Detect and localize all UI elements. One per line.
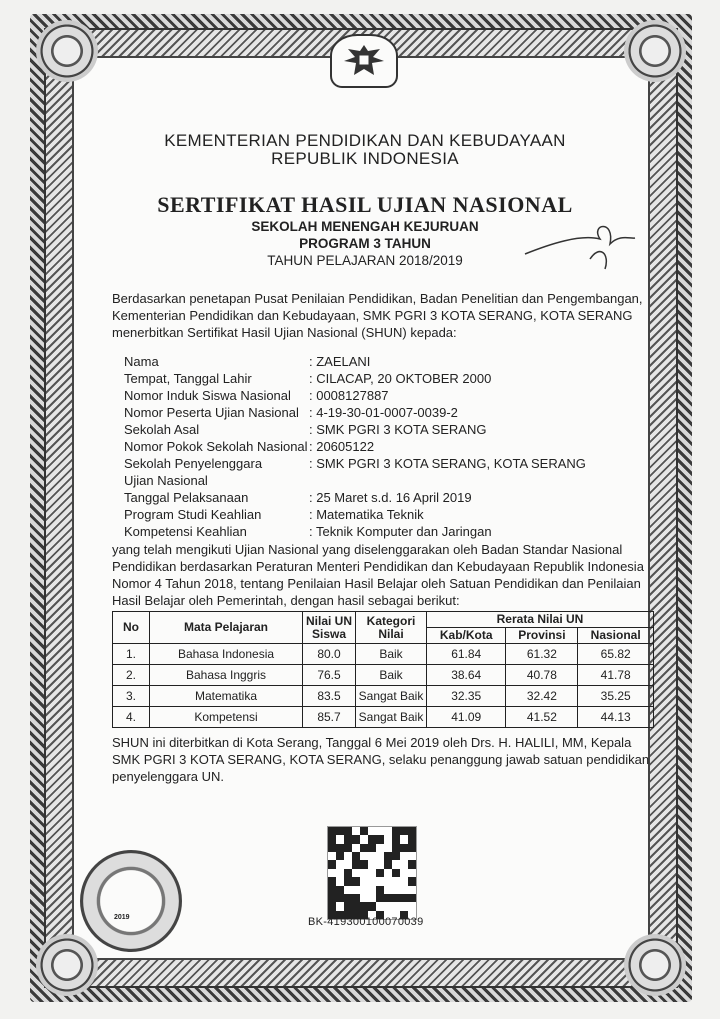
- corner-ornament-icon: [624, 20, 686, 82]
- school-level: SEKOLAH MENENGAH KEJURUAN: [251, 219, 479, 234]
- cell-subject: Kompetensi: [150, 707, 303, 728]
- issuance-statement: SHUN ini diterbitkan di Kota Serang, Tanggal 6 Mei 2019 oleh Drs. H. HALILI, MM, Kepala SMK PGRI 3 KOTA SERANG, KOTA SERANG, selaku penanggung jawab satuan pendidikan penyelenggara UN.: [112, 735, 650, 784]
- corner-ornament-icon: [36, 934, 98, 996]
- program-duration: PROGRAM 3 TAHUN: [299, 236, 431, 251]
- cell-category: Baik: [356, 665, 427, 686]
- info-row: [124, 455, 686, 472]
- info-row: [124, 404, 686, 421]
- cell-kab: 41.09: [427, 707, 506, 728]
- info-label: Ujian Nasional: [124, 473, 208, 488]
- results-table: [112, 611, 654, 728]
- table-row: [113, 665, 654, 686]
- info-value: : Teknik Komputer dan Jaringan: [309, 524, 492, 539]
- seal-year: 2019: [114, 914, 130, 921]
- cell-prov: 40.78: [506, 665, 578, 686]
- info-row: [124, 523, 686, 540]
- cell-subject: Bahasa Indonesia: [150, 644, 303, 665]
- info-label: Sekolah Asal: [124, 422, 200, 437]
- col-nas: Nasional: [578, 628, 654, 644]
- info-label: Nama: [124, 354, 159, 369]
- table-row: [113, 644, 654, 665]
- garuda-emblem-icon: [330, 34, 398, 88]
- intro-paragraph: Berdasarkan penetapan Pusat Penilaian Pendidikan, Badan Penelitian dan Pengembangan, Kementerian Pendidikan dan Kebudayaan, SMK PGRI 3 KOTA SERANG, KOTA SERANG menerbitkan Sertifikat Hasil Ujian Nasional (SHUN) kepada:: [112, 291, 643, 340]
- info-value: : 0008127887: [309, 388, 389, 403]
- cell-subject: Bahasa Inggris: [150, 665, 303, 686]
- qr-code-id: BK-419300100070039: [308, 916, 424, 928]
- cell-category: Sangat Baik: [356, 686, 427, 707]
- info-label: Nomor Induk Siswa Nasional: [124, 388, 291, 403]
- info-value: : SMK PGRI 3 KOTA SERANG, KOTA SERANG: [309, 456, 586, 471]
- academic-year: TAHUN PELAJARAN 2018/2019: [267, 253, 463, 268]
- col-kab: Kab/Kota: [427, 628, 506, 644]
- exam-statement: yang telah mengikuti Ujian Nasional yang diselenggarakan oleh Badan Standar Nasional Pendidikan berdasarkan Peraturan Menteri Pendidikan dan Kebudayaan Republik Indonesia Nomor 4 Tahun 2018, tentang Penilaian Hasil Belajar oleh Satuan Pendidikan dan Penilaian Hasil Belajar oleh Pemerintah, dengan hasil sebagai berikut:: [112, 542, 644, 608]
- info-value: : 25 Maret s.d. 16 April 2019: [309, 490, 472, 505]
- cell-kab: 61.84: [427, 644, 506, 665]
- cell-prov: 32.42: [506, 686, 578, 707]
- cell-score: 76.5: [303, 665, 356, 686]
- cell-nas: 44.13: [578, 707, 654, 728]
- cell-no: 4.: [113, 707, 150, 728]
- info-row: [124, 438, 686, 455]
- info-label: Nomor Pokok Sekolah Nasional: [124, 439, 308, 454]
- cell-subject: Matematika: [150, 686, 303, 707]
- info-row: [124, 506, 686, 523]
- school-seal-icon: [80, 850, 182, 952]
- info-value: [309, 472, 686, 489]
- cell-prov: 41.52: [506, 707, 578, 728]
- col-no: No: [113, 612, 150, 644]
- col-score: Nilai UN Siswa: [303, 612, 356, 644]
- info-value: : 4-19-30-01-0007-0039-2: [309, 405, 458, 420]
- ministry-header: [150, 132, 580, 168]
- info-label: Tempat, Tanggal Lahir: [124, 371, 252, 386]
- cell-kab: 38.64: [427, 665, 506, 686]
- cell-category: Baik: [356, 644, 427, 665]
- certificate-title: SERTIFIKAT HASIL UJIAN NASIONAL: [157, 192, 573, 217]
- republic-name: REPUBLIK INDONESIA: [271, 149, 459, 168]
- cell-score: 83.5: [303, 686, 356, 707]
- table-row: [113, 707, 654, 728]
- info-value: : 20605122: [309, 439, 375, 454]
- col-average-group: Rerata Nilai UN: [427, 612, 654, 628]
- table-row: [113, 686, 654, 707]
- info-label: Program Studi Keahlian: [124, 507, 262, 522]
- info-row: [124, 387, 686, 404]
- ministry-name: KEMENTERIAN PENDIDIKAN DAN KEBUDAYAAN: [164, 131, 566, 150]
- corner-ornament-icon: [624, 934, 686, 996]
- cell-score: 80.0: [303, 644, 356, 665]
- cell-score: 85.7: [303, 707, 356, 728]
- info-value: : ZAELANI: [309, 354, 371, 369]
- cell-nas: 35.25: [578, 686, 654, 707]
- col-category: Kategori Nilai: [356, 612, 427, 644]
- col-subject: Mata Pelajaran: [150, 612, 303, 644]
- cell-category: Sangat Baik: [356, 707, 427, 728]
- info-label: Kompetensi Keahlian: [124, 524, 247, 539]
- info-value: : Matematika Teknik: [309, 507, 424, 522]
- certificate-body: [86, 278, 686, 785]
- info-row: [124, 472, 686, 489]
- corner-ornament-icon: [36, 20, 98, 82]
- qr-code-icon: [327, 826, 417, 920]
- info-row: [124, 421, 686, 438]
- cell-no: 2.: [113, 665, 150, 686]
- info-row: [124, 489, 686, 506]
- cell-kab: 32.35: [427, 686, 506, 707]
- certificate: [30, 14, 692, 1002]
- cell-no: 3.: [113, 686, 150, 707]
- table-header-row: [113, 612, 654, 628]
- cell-nas: 41.78: [578, 665, 654, 686]
- cell-prov: 61.32: [506, 644, 578, 665]
- info-label: Nomor Peserta Ujian Nasional: [124, 405, 299, 420]
- info-value: : SMK PGRI 3 KOTA SERANG: [309, 422, 487, 437]
- col-prov: Provinsi: [506, 628, 578, 644]
- certificate-content: [90, 132, 640, 269]
- info-label: Tanggal Pelaksanaan: [124, 490, 249, 505]
- cell-nas: 65.82: [578, 644, 654, 665]
- student-info: [124, 353, 686, 540]
- info-value: : CILACAP, 20 OKTOBER 2000: [309, 371, 492, 386]
- info-row: [124, 370, 686, 387]
- info-row: [124, 353, 686, 370]
- info-label: Sekolah Penyelenggara: [124, 456, 263, 471]
- cell-no: 1.: [113, 644, 150, 665]
